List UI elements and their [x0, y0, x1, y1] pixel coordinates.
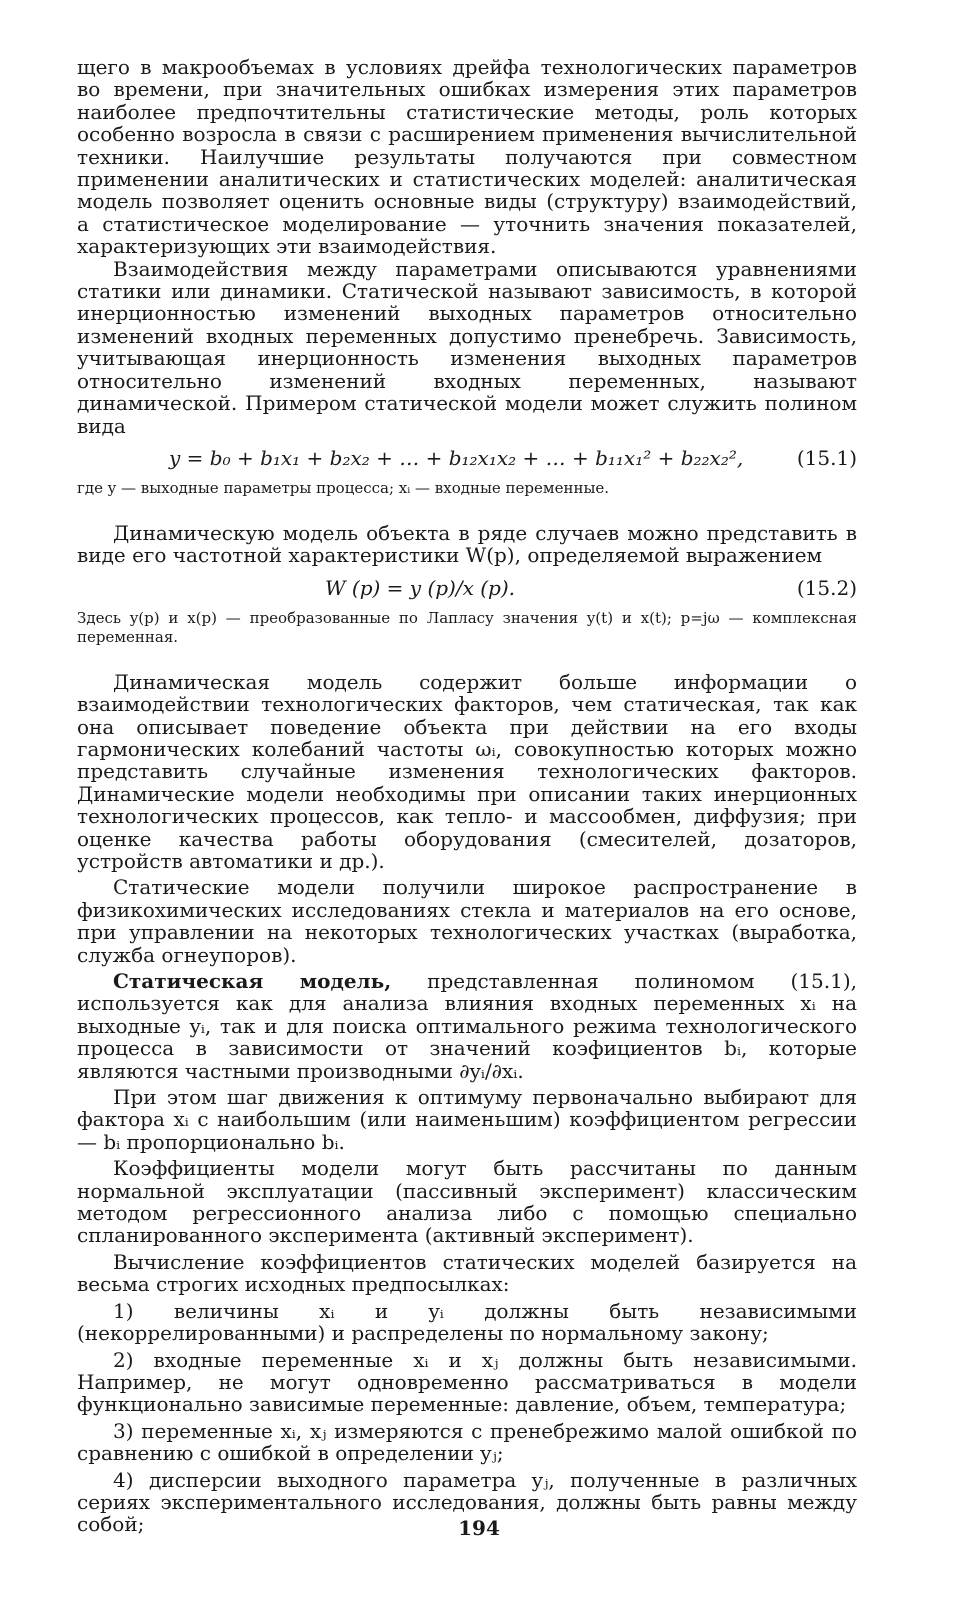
paragraph-calculation: Вычисление коэффициентов статических моделей базируется на весьма строгих исходных предпосылках: — [77, 1249, 857, 1297]
paragraph-static-usage: Статические модели получили широкое распространение в физикохимических исследованиях стекла и материалов на его основе, при управлении на некоторых технологических участках (выработка, служба огнеупоров). — [77, 875, 857, 967]
formula-expression: W (p) = y (p)/x (p). — [325, 575, 515, 600]
formula-15-1 — [77, 445, 857, 475]
formula-note: Здесь y(p) и x(p) — преобразованные по Лапласу значения y(t) и x(t); p=jω — комплексная переменная. — [77, 608, 857, 646]
paragraph-interactions: Взаимодействия между параметрами описываются уравнениями статики или динамики. Статической называют зависимость, в которой инерционностью изменений выходных параметров относительно изменений входных переменных допустимо пренебречь. Зависимость, учитывающая инерционность изменения выходных параметров относительно изменений входных переменных, называют динамической. Примером статической модели может служить полином вида — [77, 256, 857, 438]
paragraph-text: представленная полиномом (15.1), используется как для анализа влияния входных переменных xᵢ на выходные yᵢ, так и для поиска оптимального режима технологического процесса в зависимости от значений коэфициентов bᵢ, которые являются частными производными ∂yᵢ/∂xᵢ. — [77, 969, 857, 1083]
formula-number: (15.2) — [796, 575, 857, 600]
page-number: 194 — [458, 1516, 500, 1540]
formula-number: (15.1) — [796, 445, 857, 470]
paragraph-intro: щего в макрообъемах в условиях дрейфа технологических параметров во времени, при значительных ошибках измерения этих параметров наиболее предпочтительны статистические методы, роль которых особенно возросла в связи с расширением применения вычислительной техники. Наилучшие результаты получаются при совместном применении аналитических и статистических моделей: аналитическая модель позволяет оценить основные виды (структуру) взаимодействий, а статистическое моделирование — уточнить значения показателей, характеризующих эти взаимодействия. — [77, 55, 857, 259]
paragraph-step: При этом шаг движения к оптимуму первоначально выбирают для фактора xᵢ с наибольшим (или наименьшим) коэффициентом регрессии — bᵢ пропорционально bᵢ. — [77, 1085, 857, 1154]
formula-note: где y — выходные параметры процесса; xᵢ — входные переменные. — [77, 478, 610, 497]
term-static-model: Статическая модель, — [113, 969, 392, 993]
paragraph-static-model — [77, 970, 857, 1082]
paragraph-coefficients: Коэффициенты модели могут быть рассчитаны по данным нормальной эксплуатации (пассивный эксперимент) классическим методом регрессионного анализа либо с помощью специально спланированного эксперимента (активный эксперимент). — [77, 1156, 857, 1248]
paragraph-dynamic-model: Динамическую модель объекта в ряде случаев можно представить в виде его частотной характеристики W(p), определяемой выражением — [77, 520, 857, 568]
list-item: 2) входные переменные xᵢ и xⱼ должны быть независимыми. Например, не могут одновременно рассматриваться в модели функционально зависимые переменные: давление, объем, температура; — [77, 1347, 857, 1417]
paragraph-dynamic-info: Динамическая модель содержит больше информации о взаимодействии технологических факторов, чем статическая, так как она описывает поведение объекта при действии на его входы гармонических колебаний частоты ωᵢ, совокупностью которых можно представить случайные изменения технологических факторов. Динамические модели необходимы при описании таких инерционных технологических процессов, как тепло- и массообмен, диффузия; при оценке качества работы оборудования (смесителей, дозаторов, устройств автоматики и др.). — [77, 669, 857, 873]
formula-15-2 — [77, 575, 857, 605]
list-item: 4) дисперсии выходного параметра yⱼ, полученные в различных сериях экспериментального исследования, должны быть равны между собой; — [77, 1467, 857, 1537]
formula-expression: y = b₀ + b₁x₁ + b₂x₂ + … + b₁₂x₁x₂ + … + b₁₁x₁² + b₂₂x₂², — [169, 445, 744, 470]
list-item: 1) величины xᵢ и yᵢ должны быть независимыми (некоррелированными) и распределены по нормальному закону; — [77, 1298, 857, 1346]
page-body — [77, 56, 857, 1536]
list-item: 3) переменные xᵢ, xⱼ измеряются с пренебрежимо малой ошибкой по сравнению с ошибкой в определении yⱼ; — [77, 1418, 857, 1466]
